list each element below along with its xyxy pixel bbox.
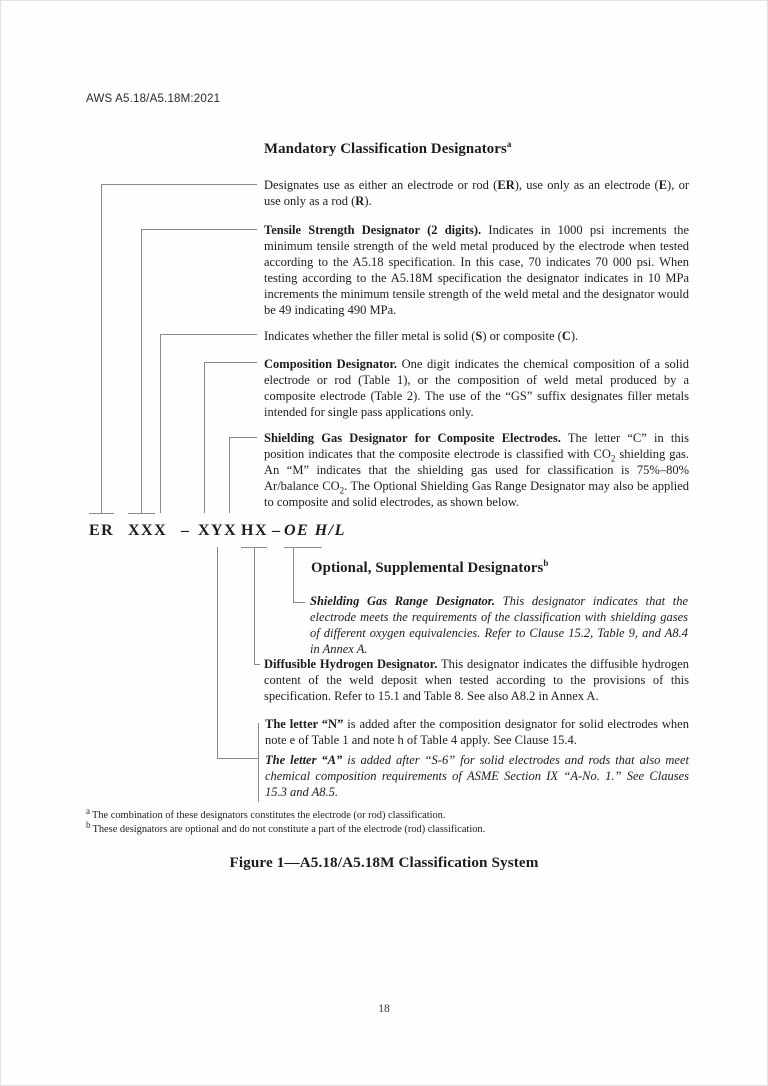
connector-gas-range-hline xyxy=(293,602,305,603)
mandatory-heading-note: a xyxy=(506,139,512,150)
connector-letter-na-bracket xyxy=(258,723,259,802)
connector-usage-vline xyxy=(101,184,102,513)
footnote-a-text: The combination of these designators constitutes the electrode (or rod) classification. xyxy=(92,810,446,821)
connector-tensile-vline xyxy=(141,229,142,513)
footnote-b-marker: b xyxy=(86,819,91,830)
cls-dash-2: – xyxy=(272,522,282,539)
connector-solid-composite-hline xyxy=(160,334,257,335)
footnote-a-marker: a xyxy=(86,805,90,816)
connector-tensile-hline xyxy=(141,229,257,230)
connector-usage-hline xyxy=(101,184,257,185)
connector-letter-na-hline xyxy=(217,758,258,759)
page-header: AWS A5.18/A5.18M:2021 xyxy=(86,93,221,105)
footnote-a xyxy=(86,805,446,823)
mandatory-heading-text: Mandatory Classification Designators xyxy=(264,141,507,157)
cls-dash-1: – xyxy=(181,522,191,539)
footnote-b xyxy=(86,819,486,837)
cls-group-xyx: XYX xyxy=(198,522,238,539)
cls-group-hx: HX xyxy=(241,522,268,539)
para-gas-range: Shielding Gas Range Designator. This designator indicates that the electrode meets the requirements of the classification with shielding gases of different oxygen equivalencies. Refer to Clause 15.2, Table 9, and A8.4 in Annex A. xyxy=(310,594,688,656)
connector-solid-composite-vline xyxy=(160,334,161,513)
connector-composition-hline xyxy=(204,362,257,363)
cls-group-xxx: XXX xyxy=(128,522,168,539)
optional-heading-note: b xyxy=(543,558,549,569)
footnote-b-text: These designators are optional and do not constitute a part of the electrode (rod) classification. xyxy=(92,824,486,835)
optional-heading-text: Optional, Supplemental Designators xyxy=(311,560,544,576)
cls-group-er: ER xyxy=(89,522,115,539)
connector-gas-range-tick xyxy=(284,547,322,548)
mandatory-heading xyxy=(264,141,511,158)
connector-composition-vline xyxy=(204,362,205,513)
connector-letter-na-vline xyxy=(217,547,218,758)
connector-hydrogen-vline xyxy=(254,547,255,664)
connector-shielding-composite-vline xyxy=(229,437,230,513)
para-solid-composite: Indicates whether the filler metal is solid (S) or composite (C). xyxy=(264,329,579,343)
optional-heading xyxy=(311,560,548,577)
figure-caption: Figure 1—A5.18/A5.18M Classification System xyxy=(229,854,539,871)
connector-tensile-tick xyxy=(128,513,155,514)
para-letter-a: The letter “A” is added after “S-6” for solid electrodes and rods that also meet chemical composition requirements of ASME Section IX “A-No. 1.” See Clauses 15.3 and A8.5. xyxy=(265,753,689,799)
cls-group-oe-hl: OE H/L xyxy=(284,522,346,539)
para-diffusible-hydrogen: Diffusible Hydrogen Designator. This designator indicates the diffusible hydrogen content of the weld deposit when tested according to the provisions of this specification. Refer to 15.1 and Table 8. See also A8.2 in Annex A. xyxy=(264,657,690,703)
para-usage: Designates use as either an electrode or rod (ER), use only as an electrode (E), or use only as a rod (R). xyxy=(264,178,689,208)
page-number: 18 xyxy=(378,1003,390,1015)
para-shielding-gas-composite: Shielding Gas Designator for Composite Electrodes. The letter “C” in this position indicates that the composite electrode is classified with $CO_2$ shielding gas. An “M” indicates that the shielding gas used for classification is 75%–80% Ar/balance $CO_2$. The Optional Shielding Gas Range Designator may also be applied to composite and solid electrodes, as shown below. xyxy=(264,431,689,509)
connector-shielding-composite-hline xyxy=(229,437,257,438)
para-composition: Composition Designator. One digit indicates the chemical composition of a solid electrode or rod (Table 1), or the composition of weld metal produced by a composite electrode (Table 2). The use of the “GS” suffix designates filler metals intended for single pass applications only. xyxy=(264,357,689,419)
para-letter-n: The letter “N” is added after the composition designator for solid electrodes when note e of Table 1 and note h of Table 4 apply. See Clause 15.4. xyxy=(265,717,689,747)
connector-gas-range-vline xyxy=(293,547,294,602)
para-tensile-strength: Tensile Strength Designator (2 digits). Indicates in 1000 psi increments the minimum tensile strength of the weld metal produced by the electrode when tested according to the A5.18 specification. In this case, 70 indicates 70 000 psi. When testing according to the A5.18M specification the designator indicates in 10 MPa increments the minimum tensile strength of the weld metal and the designator would be 49 indicating 490 MPa. xyxy=(264,223,690,317)
connector-usage-tick xyxy=(89,513,114,514)
connector-hydrogen-hline xyxy=(254,664,260,665)
